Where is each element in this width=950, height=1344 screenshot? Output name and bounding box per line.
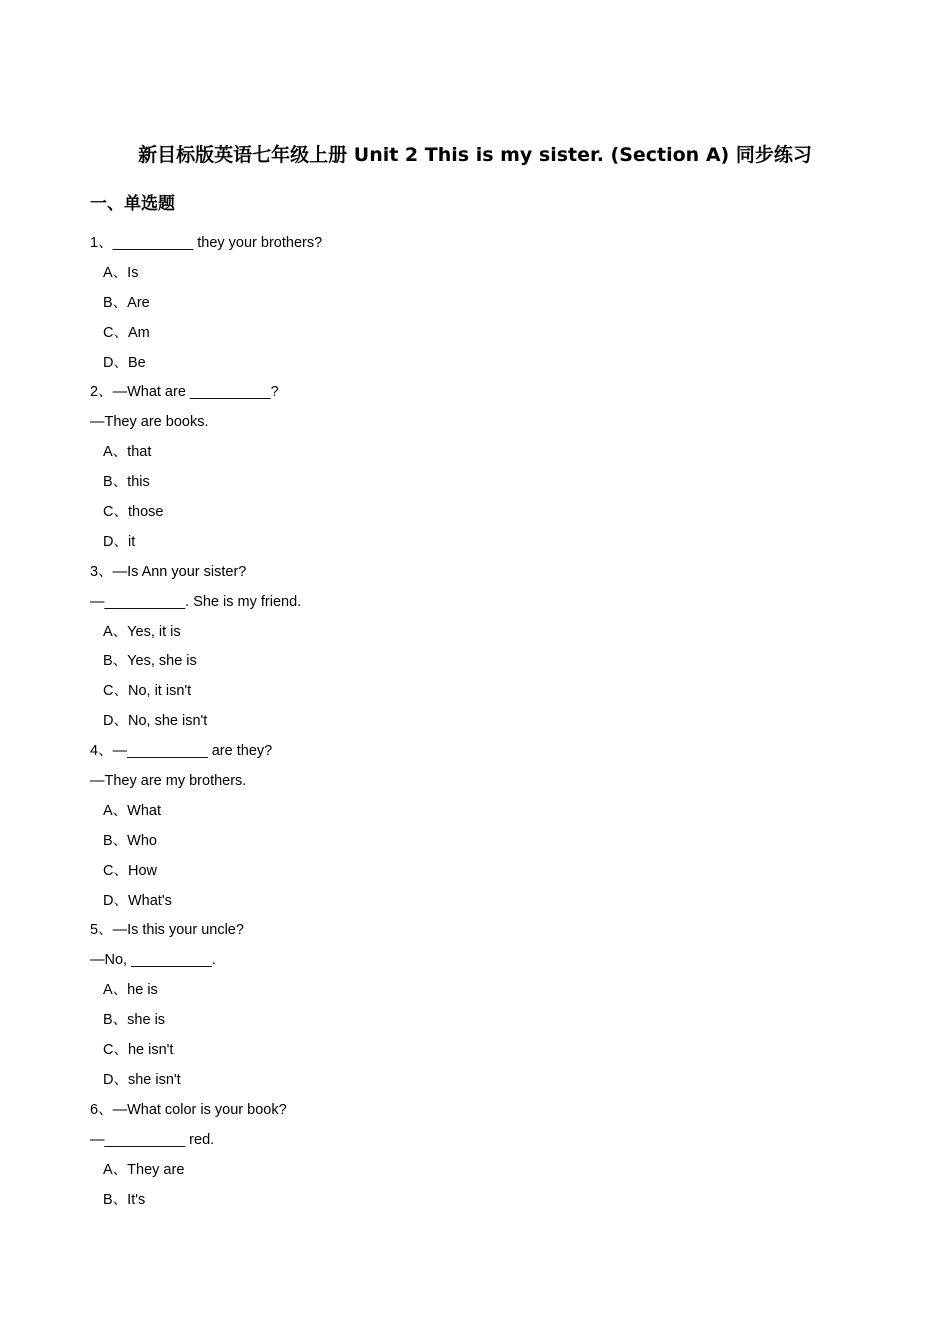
question-list bbox=[90, 229, 870, 1215]
question-stem-answer: —They are books. bbox=[90, 414, 209, 431]
option-b: B、she is bbox=[103, 1012, 166, 1029]
option-d: D、it bbox=[103, 533, 136, 550]
option-b: B、It's bbox=[103, 1191, 146, 1208]
question-5 bbox=[90, 916, 870, 1095]
option-c: C、Am bbox=[103, 324, 150, 341]
option-b: B、Are bbox=[103, 294, 150, 311]
question-stem-answer: —__________. She is my friend. bbox=[90, 593, 302, 610]
question-stem-answer: —They are my brothers. bbox=[90, 773, 247, 790]
option-c: C、he isn't bbox=[103, 1042, 174, 1059]
option-a: A、What bbox=[103, 802, 162, 819]
question-4 bbox=[90, 737, 870, 916]
question-2 bbox=[90, 378, 870, 557]
option-a: A、Is bbox=[103, 264, 139, 281]
question-3 bbox=[90, 558, 870, 737]
question-stem-answer: —__________ red. bbox=[90, 1131, 215, 1148]
option-a: A、he is bbox=[103, 982, 158, 999]
option-b: B、Yes, she is bbox=[103, 653, 197, 670]
option-b: B、this bbox=[103, 474, 150, 491]
question-stem-answer: —No, __________. bbox=[90, 952, 216, 969]
option-a: A、They are bbox=[103, 1161, 185, 1178]
option-c: C、No, it isn't bbox=[103, 683, 192, 700]
option-a: A、that bbox=[103, 444, 152, 461]
question-stem: 6、—What color is your book? bbox=[90, 1101, 287, 1118]
section-heading: 一、单选题 bbox=[90, 194, 175, 214]
question-stem: 3、—Is Ann your sister? bbox=[90, 563, 247, 580]
option-d: D、she isn't bbox=[103, 1071, 181, 1088]
question-6 bbox=[90, 1096, 870, 1216]
option-d: D、Be bbox=[103, 354, 146, 371]
document-title: 新目标版英语七年级上册 Unit 2 This is my sister. (Section A) 同步练习 bbox=[138, 144, 812, 166]
option-c: C、How bbox=[103, 862, 157, 879]
question-stem: 2、—What are __________? bbox=[90, 384, 279, 401]
option-d: D、What's bbox=[103, 892, 172, 909]
option-a: A、Yes, it is bbox=[103, 623, 181, 640]
question-stem: 1、__________ they your brothers? bbox=[90, 235, 323, 251]
option-b: B、Who bbox=[103, 832, 157, 849]
question-stem: 5、—Is this your uncle? bbox=[90, 922, 244, 939]
option-d: D、No, she isn't bbox=[103, 713, 208, 730]
question-1 bbox=[90, 229, 870, 378]
question-stem: 4、—__________ are they? bbox=[90, 743, 273, 760]
option-c: C、those bbox=[103, 504, 164, 521]
